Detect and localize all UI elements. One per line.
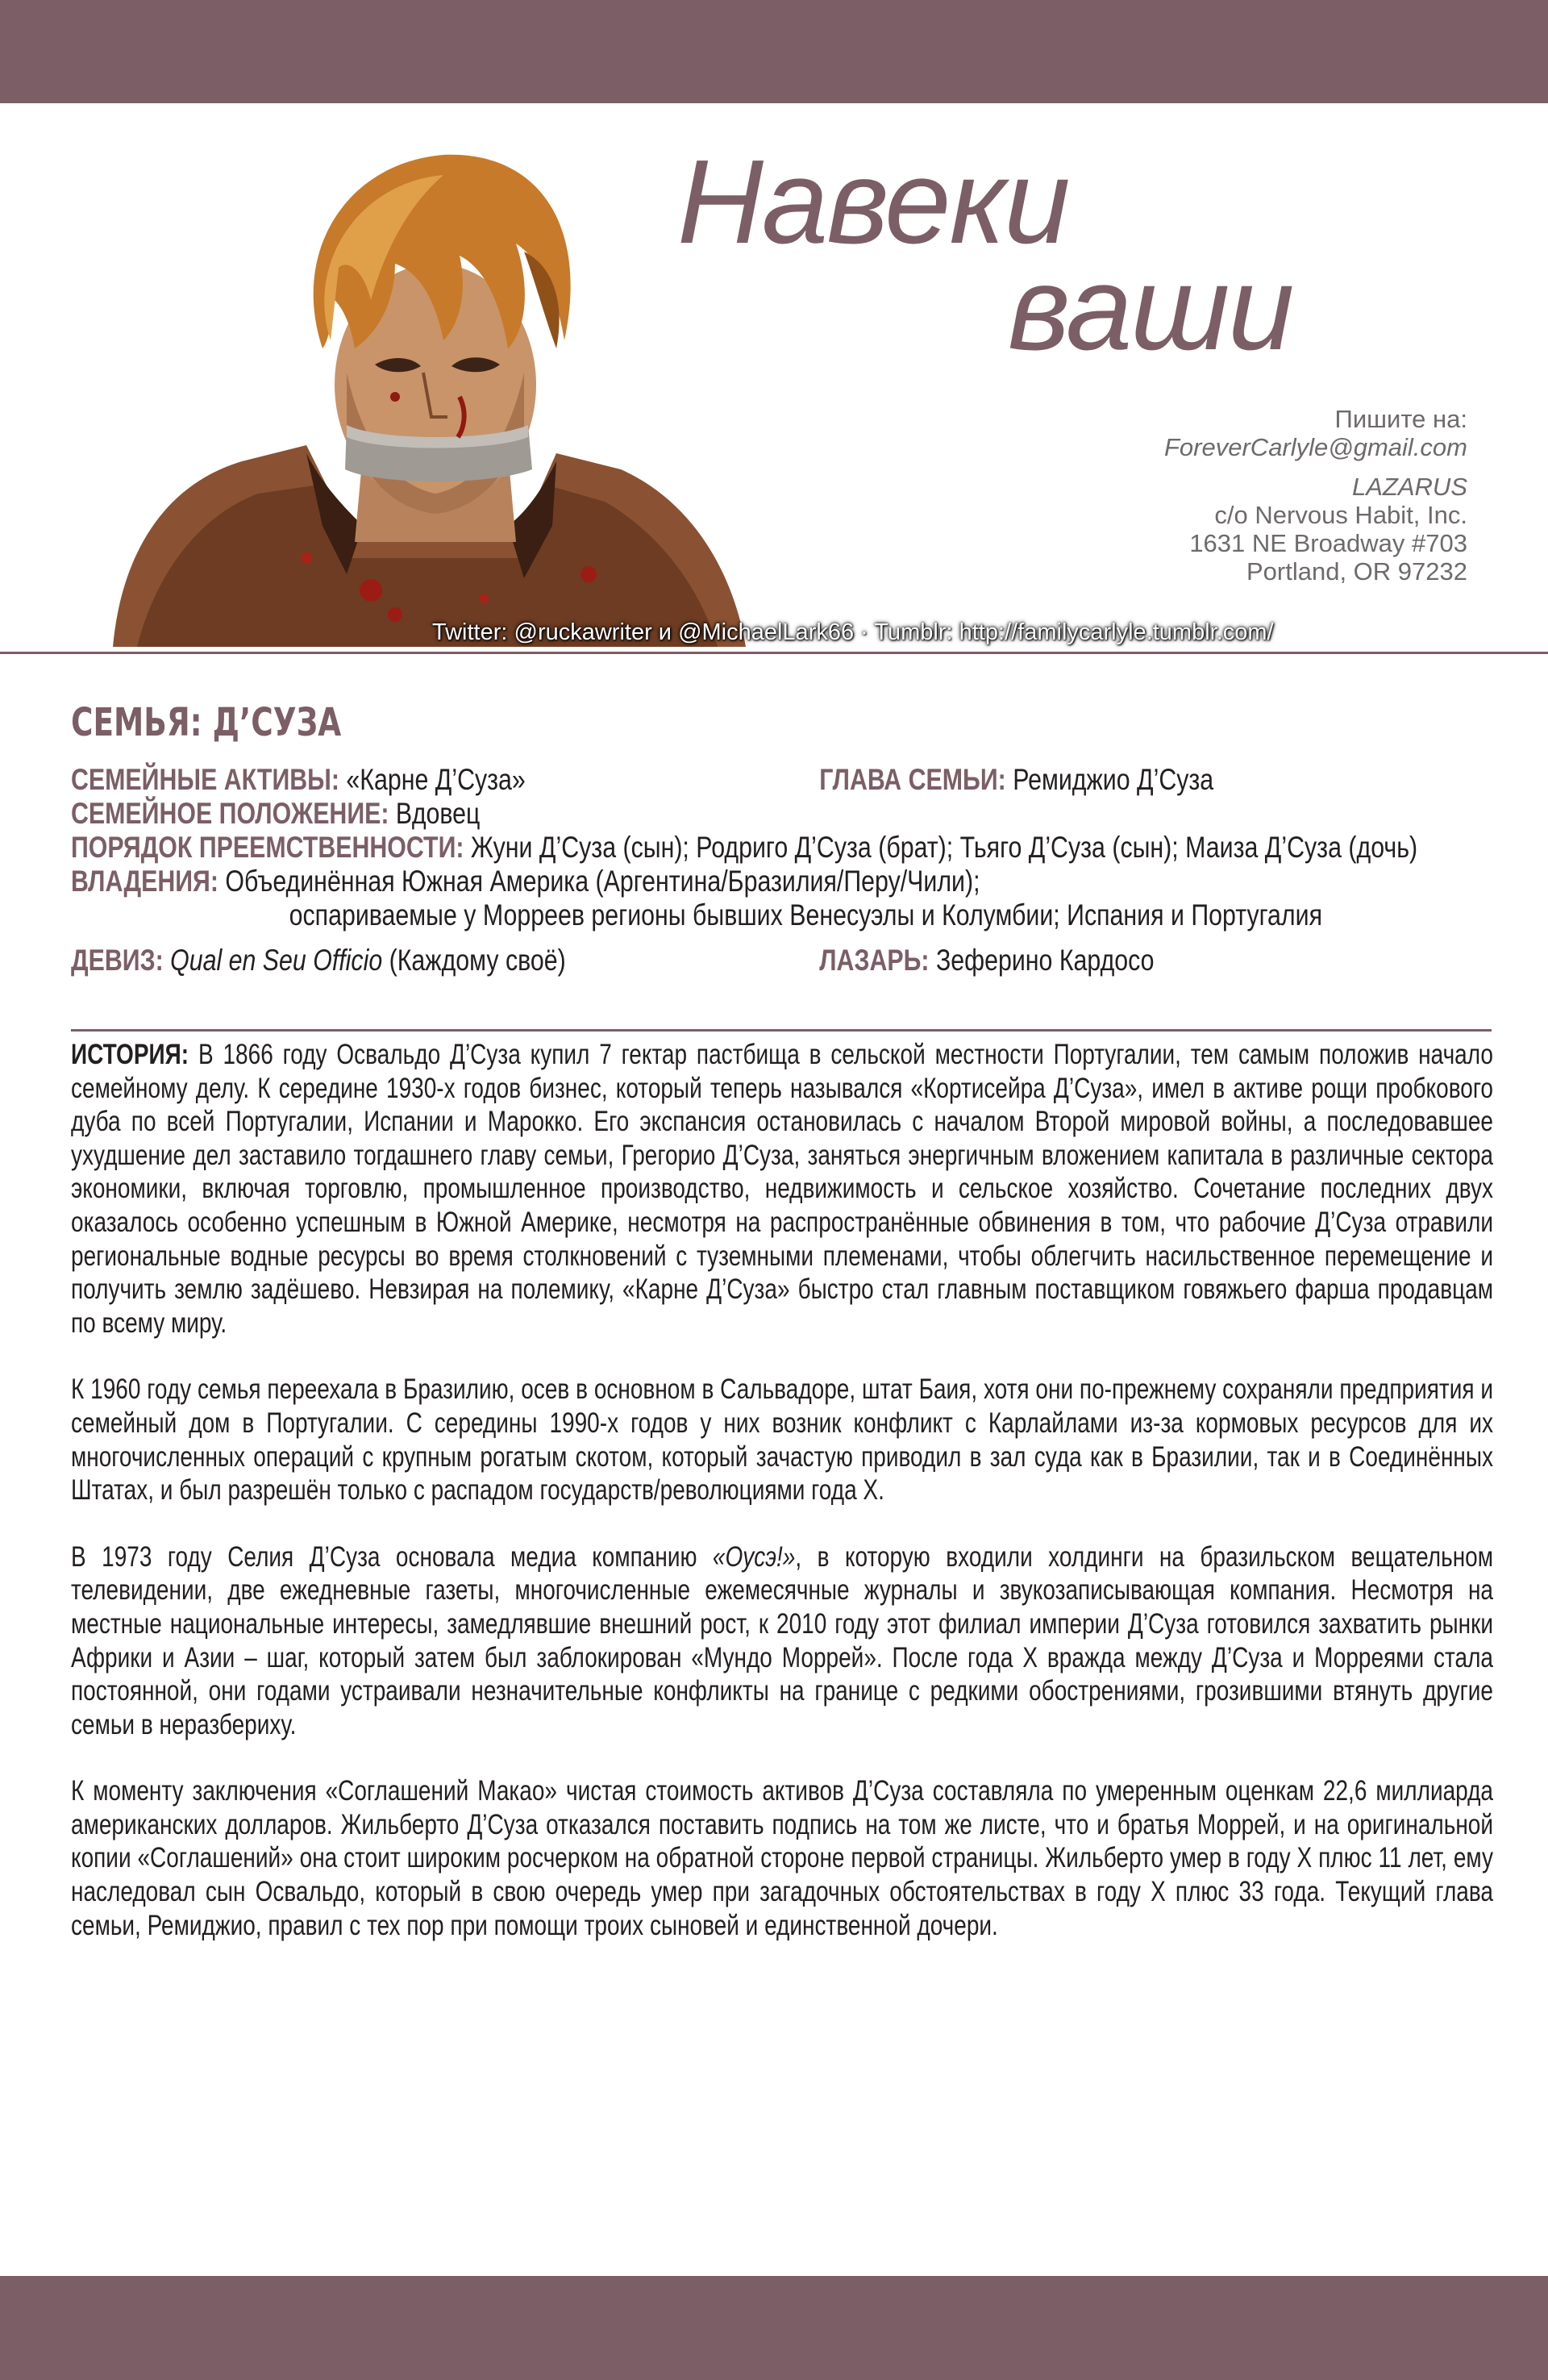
top-band — [0, 0, 1548, 103]
lazarus-label: ЛАЗАРЬ: — [819, 944, 930, 977]
motto-label: ДЕВИЗ: — [71, 944, 164, 977]
head-of-family — [819, 763, 1213, 797]
contact-block — [903, 405, 1467, 586]
status-row — [71, 797, 480, 831]
holdings-line-2: оспариваемые у Морреев регионы бывших Венесуэлы и Колумбии; Испания и Португалия — [289, 898, 1323, 932]
assets-label: СЕМЕЙНЫЕ АКТИВЫ: — [71, 763, 339, 796]
holdings-line-1: Объединённая Южная Америка (Аргентина/Бразилия/Перу/Чили); — [225, 865, 980, 898]
bottom-band — [0, 2276, 1548, 2380]
assets-row — [71, 763, 1214, 797]
succession-value: Жуни Д’Суза (сын); Родриго Д’Суза (брат); Тьяго Д’Суза (сын); Маиза Д’Суза (дочь) — [470, 831, 1418, 864]
email-link[interactable]: ForeverCarlyle@gmail.com — [1164, 433, 1467, 461]
status-label: СЕМЕЙНОЕ ПОЛОЖЕНИЕ: — [71, 797, 389, 830]
write-label: Пишите на: — [1334, 405, 1467, 433]
motto-value: Qual en Seu Officio — [170, 944, 383, 977]
head-label: ГЛАВА СЕМЬИ: — [819, 763, 1006, 796]
assets-value: «Карне Д’Суза» — [346, 763, 526, 796]
media-company-name: «Оусэ!» — [712, 1540, 796, 1573]
address-line-1: c/o Nervous Habit, Inc. — [1214, 501, 1467, 529]
history-p3-before: В 1973 году Селия Д’Суза основала медиа компанию — [71, 1540, 713, 1573]
motto-translation: (Каждому своё) — [389, 944, 566, 977]
lazarus-value: Зеферино Кардосо — [935, 944, 1155, 977]
history-paragraph-4: К моменту заключения «Соглашений Макао» чистая стоимость активов Д’Суза составляла по умеренным оценкам 22,6 миллиарда американских долларов. Жильберто Д’Суза отказался поставить подпись на том же листе, что и братья Моррей, и на оригинальной копии «Соглашений» она стоит широким росчерком на обратной стороне первой страницы. Жильберто умер в году Х плюс 11 лет, ему наследовал сын Освальдо, который в свою очередь умер при загадочных обстоятельствах в году Х плюс 33 года. Текущий глава семьи, Ремиджио, правил с тех пор при помощи троих сыновей и единственной дочери. — [71, 1775, 1493, 1941]
succession-label: ПОРЯДОК ПРЕЕМСТВЕННОСТИ: — [71, 831, 464, 864]
address-line-2: 1631 NE Broadway #703 — [1189, 529, 1467, 557]
section-divider — [71, 1029, 1492, 1032]
header-divider — [0, 652, 1548, 654]
history-p1-text: В 1866 году Освальдо Д’Суза купил 7 гектар пастбища в сельской местности Португалии, тем самым положив начало семейному делу. К середине 1930-х годов бизнес, который теперь назывался «Кортисейра Д’Суза», имел в активе рощи пробкового дуба по всей Португалии, Испании и Марокко. Его экспансия остановилась с началом Второй мировой войны, а последовавшее ухудшение дел заставило тогдашнего главу семьи, Грегорио Д’Суза, заняться энергичным вложением капитала в различные сектора экономики, включая торговлю, промышленное производство, недвижимость и сельское хозяйство. Сочетание последних двух оказалось особенно успешным в Южной Америке, несмотря на распространённые обвинения в том, что рабочие Д’Суза отравили региональные водные ресурсы во время столкновений с туземными племенами, чтобы облегчить насильственное перемещение и получить землю задёшево. Невзирая на полемику, «Карне Д’Суза» быстро стал главным поставщиком говяжьего фарша продавцам по всему миру. — [71, 1039, 1493, 1339]
succession-row — [71, 831, 1417, 865]
head-value: Ремиджио Д’Суза — [1013, 763, 1214, 796]
history-paragraph-3 — [71, 1540, 1493, 1742]
history-paragraph-1 — [71, 1038, 1493, 1340]
family-title: СЕМЬЯ: Д’СУЗА — [71, 700, 342, 745]
title-line-2: ваши — [1008, 242, 1293, 375]
address-line-3: Portland, OR 97232 — [1246, 557, 1467, 586]
history-paragraph-2: К 1960 году семья переехала в Бразилию, осев в основном в Сальвадоре, штат Баия, хотя они по-прежнему сохраняли предприятия и семейный дом в Португалии. С середины 1990-х годов у них возник конфликт с Карлайлами из-за кормовых ресурсов для их многочисленных операций с крупным рогатым скотом, который зачастую приводил в зал суда как в Бразилии, так и в Соединённых Штатах, и был разрешён только с распадом государств/революциями года Х. — [71, 1373, 1493, 1507]
page-title — [677, 135, 1293, 375]
holdings-row — [71, 865, 980, 898]
motto-row — [71, 944, 1155, 977]
history-section — [71, 1038, 1493, 1975]
history-p3-after: , в которую входили холдинги на бразильском вещательном телевидении, две ежедневные газеты, многочисленные ежемесячные журналы и звукозаписывающая компания. Несмотря на местные национальные интересы, замедлявшие внешний рост, к 2010 году этот филиал империи Д’Суза готовился захватить рынки Африки и Азии – шаг, который затем был заблокирован «Мундо Моррей». После года Х вражда между Д’Суза и Морреями стала постоянной, они годами устраивали незначительные конфликты на границе с редкими обострениями, грозившими втянуть другие семьи в неразбериху. — [71, 1540, 1493, 1740]
company-title: LAZARUS — [1352, 473, 1467, 501]
holdings-label: ВЛАДЕНИЯ: — [71, 865, 218, 898]
lazarus — [819, 944, 1154, 977]
status-value: Вдовец — [395, 797, 481, 830]
social-links[interactable]: Twitter: @ruckawriter и @MichaelLark66 · Tumblr: http://familycarlyle.tumblr.com/ — [432, 619, 1274, 645]
title-line-1: Навеки — [677, 135, 1069, 269]
history-label: ИСТОРИЯ: — [71, 1039, 189, 1070]
character-portrait — [105, 106, 750, 655]
